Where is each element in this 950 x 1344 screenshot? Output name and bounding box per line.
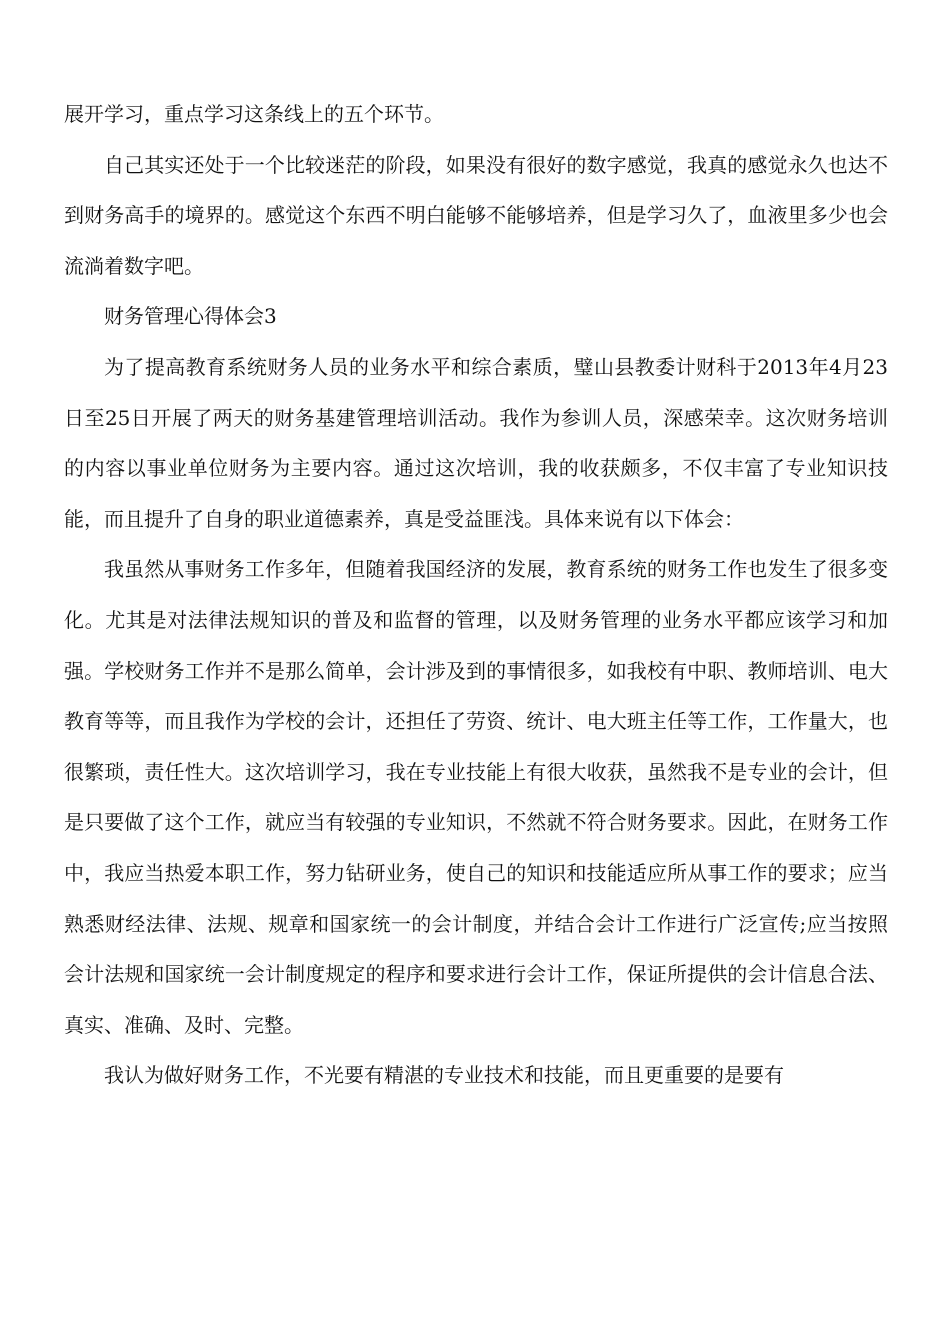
paragraph: 我认为做好财务工作，不光要有精湛的专业技术和技能，而且更重要的是要有 [104, 1063, 784, 1088]
section-heading: 财务管理心得体会3 [104, 304, 277, 329]
paragraph: 我虽然从事财务工作多年，但随着我国经济的发展，教育系统的财务工作也发生了很多变化。尤其是对法律法规知识的普及和监督的管理，以及财务管理的业务水平都应该学习和加强。学校财务工作并不是那么简单，会计涉及到的事情很多，如我校有中职、教师培训、电大教育等等，而且我作为学校的会计，还担任了劳资、统计、电大班主任等工作，工作量大，也很繁琐，责任性大。这次培训学习，我在专业技能上有很大收获，虽然我不是专业的会计，但是只要做了这个工作，就应当有较强的专业知识，不然就不符合财务要求。因此，在财务工作中，我应当热爱本职工作，努力钻研业务，使自己的知识和技能适应所从事工作的要求；应当熟悉财经法律、法规、规章和国家统一的会计制度，并结合会计工作进行广泛宣传;应当按照会计法规和国家统一会计制度规定的程序和要求进行会计工作，保证所提供的会计信息合法、真实、准确、及时、完整。 [64, 557, 888, 1037]
document-body [64, 89, 888, 1101]
paragraph: 为了提高教育系统财务人员的业务水平和综合素质，璧山县教委计财科于2013年4月23日至25日开展了两天的财务基建管理培训活动。我作为参训人员，深感荣幸。这次财务培训的内容以事业单位财务为主要内容。通过这次培训，我的收获颇多，不仅丰富了专业知识技能，而且提升了自身的职业道德素养，真是受益匪浅。具体来说有以下体会： [64, 354, 888, 531]
paragraph-continuation: 展开学习，重点学习这条线上的五个环节。 [64, 102, 444, 126]
paragraph: 自己其实还处于一个比较迷茫的阶段，如果没有很好的数字感觉，我真的感觉永久也达不到财务高手的境界的。感觉这个东西不明白能够不能够培养，但是学习久了，血液里多少也会流淌着数字吧。 [64, 152, 888, 278]
